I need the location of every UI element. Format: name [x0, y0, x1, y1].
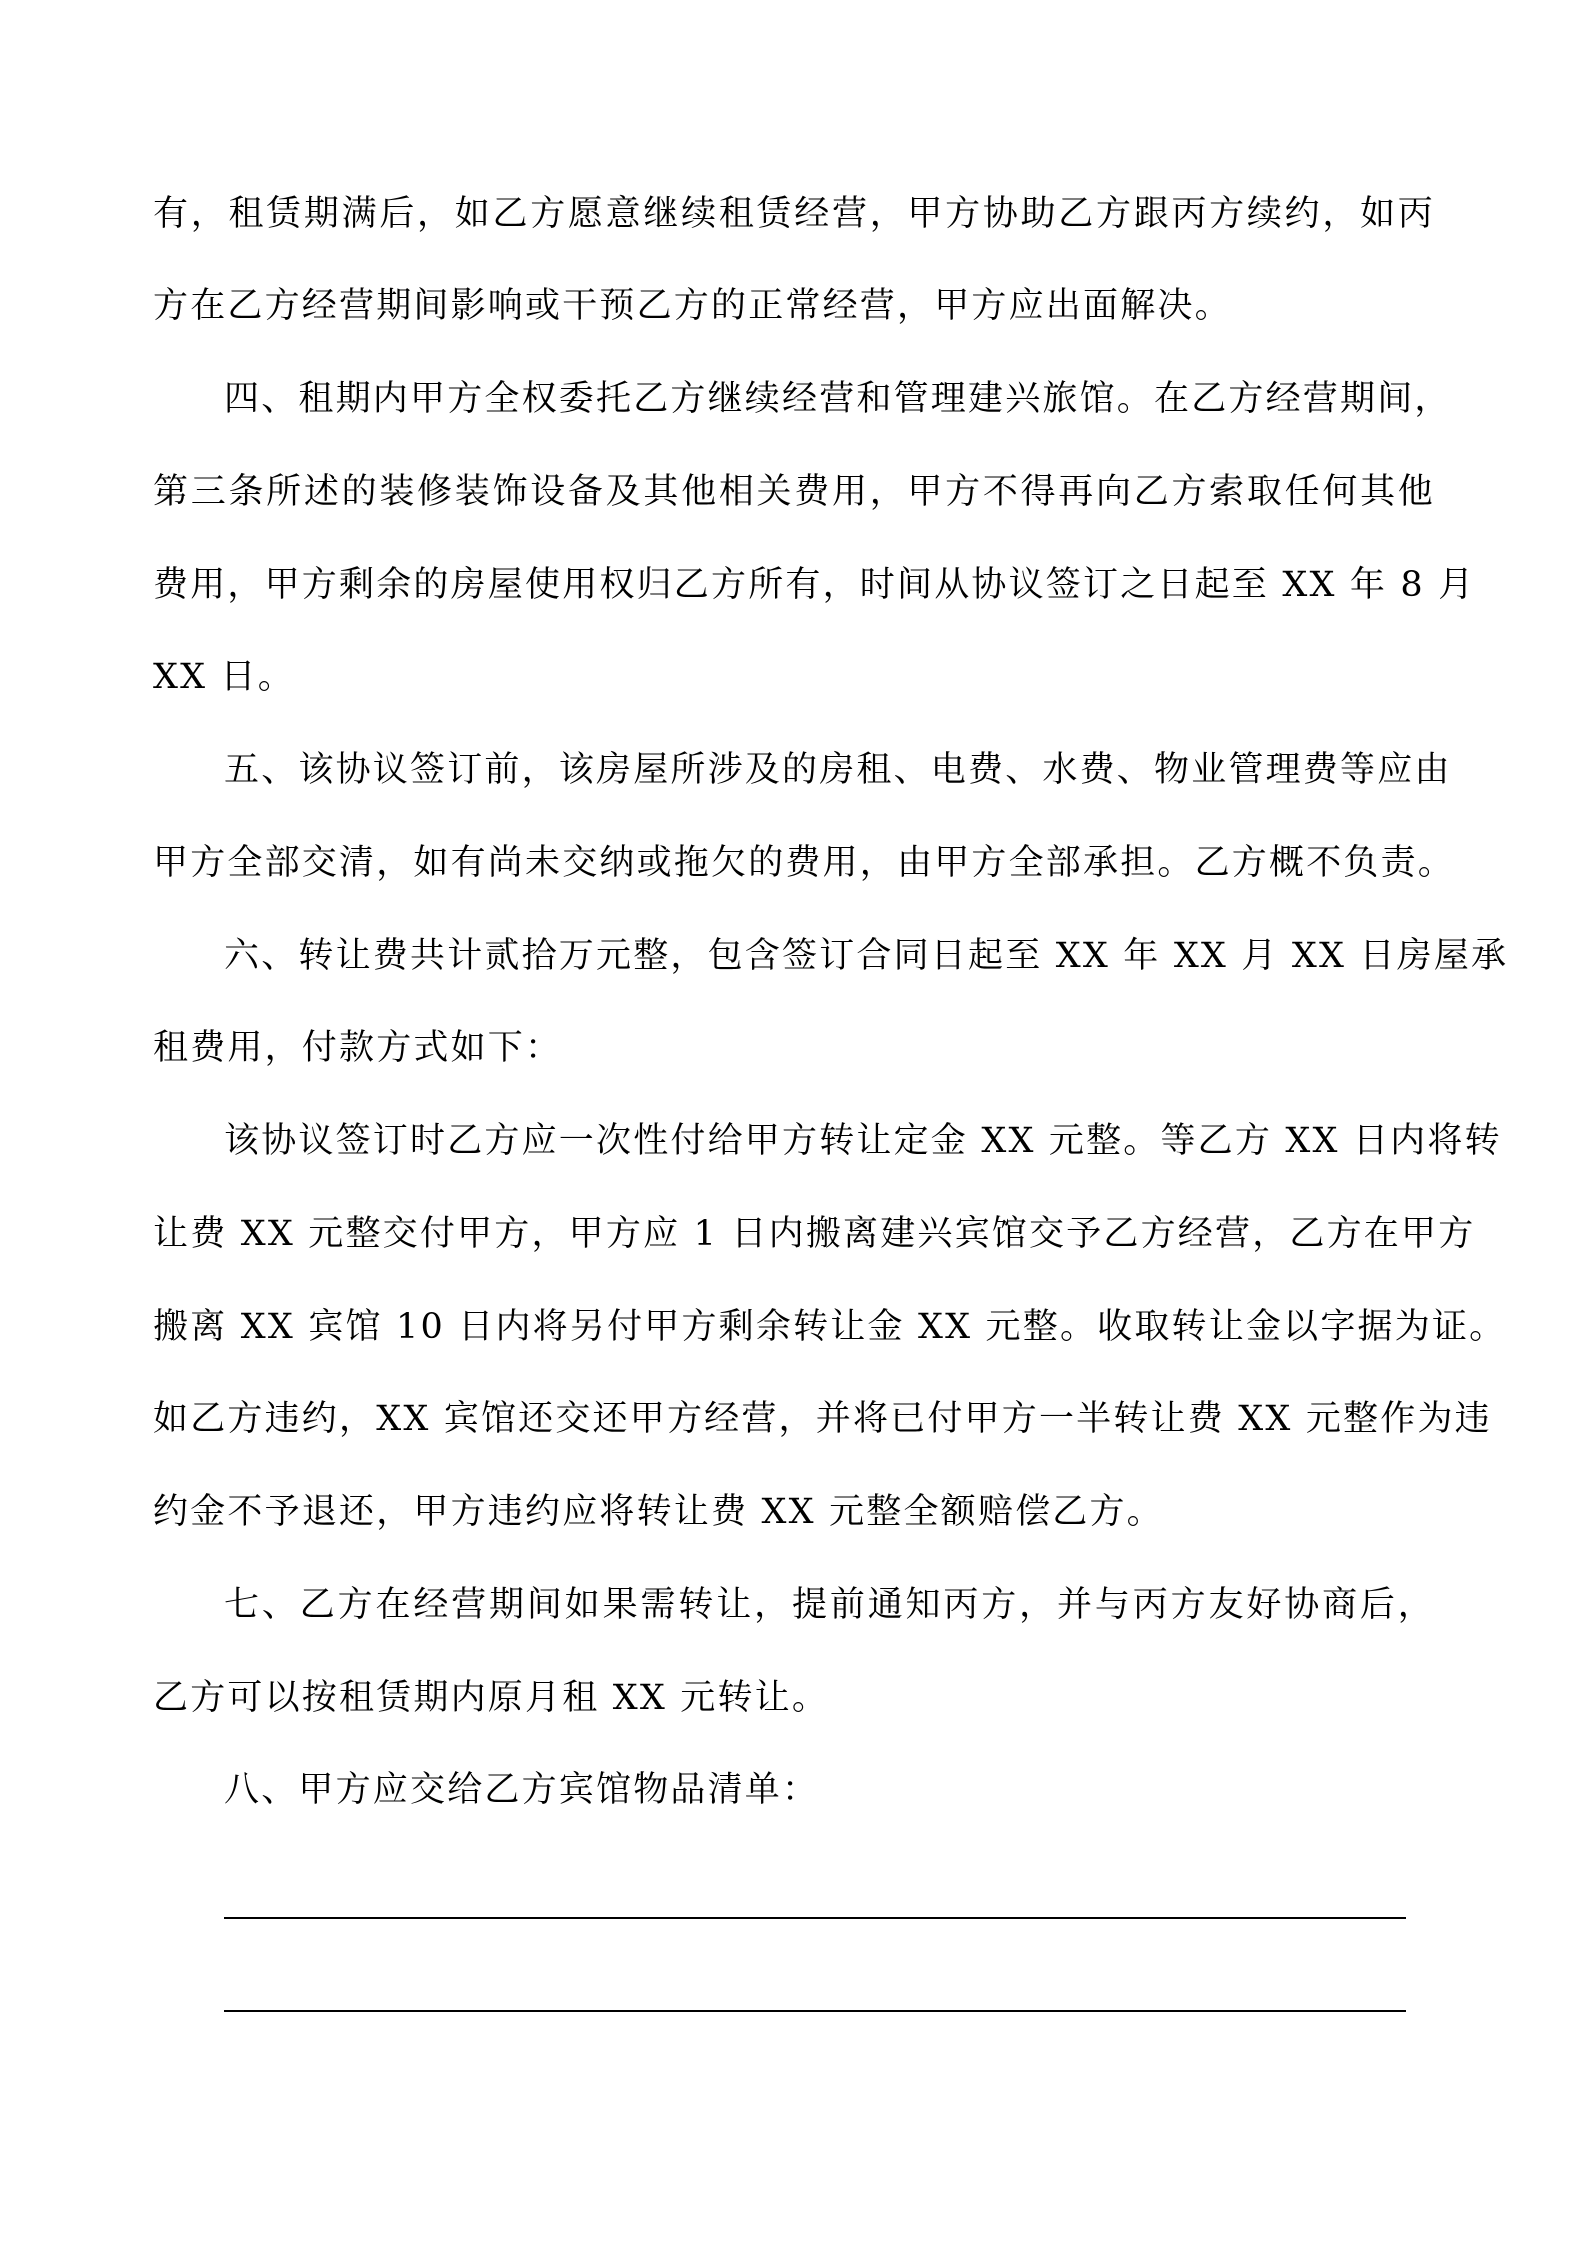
text-line-16: 七、乙方在经营期间如果需转让，提前通知丙方，并与丙方友好协商后， — [224, 1585, 1435, 1625]
text-line-1: 有，租赁期满后，如乙方愿意继续租赁经营，甲方协助乙方跟丙方续约，如丙 — [153, 194, 1435, 234]
text-line-5: 费用，甲方剩余的房屋使用权归乙方所有，时间从协议签订之日起至 XX 年 8 月 — [153, 565, 1476, 605]
text-line-2: 方在乙方经营期间影响或干预乙方的正常经营，甲方应出面解决。 — [153, 286, 1232, 326]
text-line-9: 六、转让费共计贰拾万元整，包含签订合同日起至 XX 年 XX 月 XX 日房屋承 — [224, 936, 1509, 976]
text-line-6: XX 日。 — [153, 657, 295, 697]
text-line-3: 四、租期内甲方全权委托乙方继续经营和管理建兴旅馆。在乙方经营期间， — [224, 379, 1452, 419]
text-line-7: 五、该协议签订前，该房屋所涉及的房租、电费、水费、物业管理费等应由 — [224, 750, 1452, 790]
text-line-13: 搬离 XX 宾馆 10 日内将另付甲方剩余转让金 XX 元整。收取转让金以字据为证。 — [153, 1307, 1507, 1347]
fill-in-line — [224, 1917, 1406, 1919]
text-line-12: 让费 XX 元整交付甲方，甲方应 1 日内搬离建兴宾馆交予乙方经营，乙方在甲方 — [153, 1214, 1476, 1254]
text-line-4: 第三条所述的装修装饰设备及其他相关费用，甲方不得再向乙方索取任何其他 — [153, 472, 1435, 512]
text-line-15: 约金不予退还，甲方违约应将转让费 XX 元整全额赔偿乙方。 — [153, 1492, 1164, 1532]
text-line-10: 租费用，付款方式如下： — [153, 1028, 563, 1068]
text-line-8: 甲方全部交清，如有尚未交纳或拖欠的费用，由甲方全部承担。乙方概不负责。 — [153, 843, 1456, 883]
text-line-11: 该协议签订时乙方应一次性付给甲方转让定金 XX 元整。等乙方 XX 日内将转 — [224, 1121, 1502, 1161]
fill-in-line — [224, 2010, 1406, 2012]
text-line-18: 八、甲方应交给乙方宾馆物品清单： — [224, 1770, 820, 1810]
text-line-14: 如乙方违约，XX 宾馆还交还甲方经营，并将已付甲方一半转让费 XX 元整作为违 — [153, 1399, 1492, 1439]
text-line-17: 乙方可以按租赁期内原月租 XX 元转让。 — [153, 1678, 830, 1718]
